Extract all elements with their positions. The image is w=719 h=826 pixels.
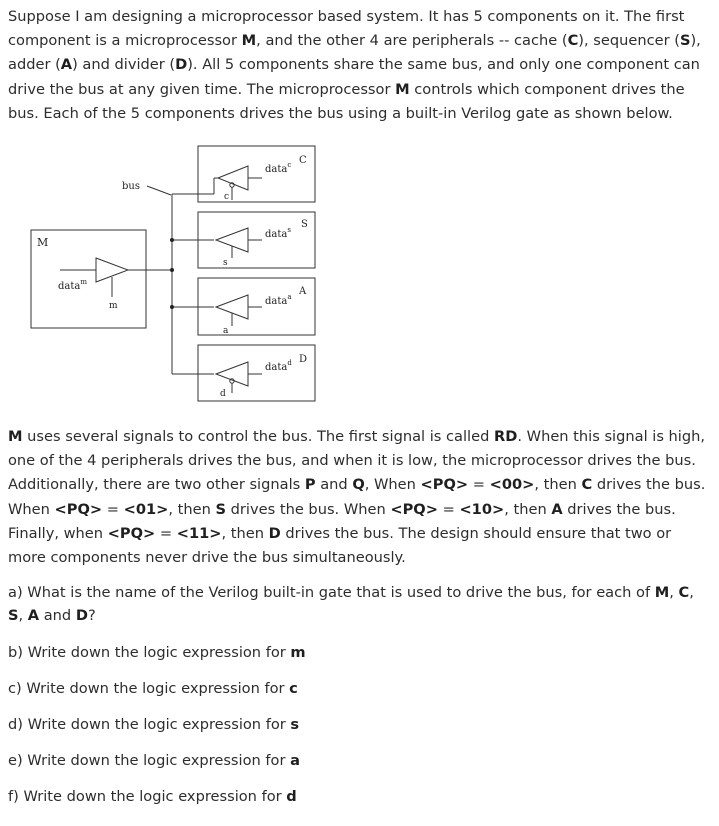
intro-text: ). All 5 components share the same bus, and only one component can drive the bus at any given time. The microprocessor — [8, 56, 700, 98]
control-text: = — [468, 476, 490, 494]
intro-text: , and the other 4 are peripherals -- cache ( — [256, 32, 568, 50]
question-f — [8, 787, 297, 807]
question-b — [8, 643, 306, 663]
question-bold: s — [290, 716, 300, 733]
s-data-superscript: s — [287, 226, 291, 234]
m-data-label: data — [58, 281, 81, 292]
bus-label: bus — [122, 181, 140, 192]
question-text: , — [669, 584, 679, 601]
cache-box-label: C — [299, 155, 307, 166]
intro-bold: S — [679, 32, 691, 50]
control-bold: <PQ> — [390, 500, 438, 518]
control-text: , When — [364, 476, 421, 494]
question-bold: c — [289, 680, 298, 697]
question-text: e) Write down the logic expression for — [8, 752, 291, 769]
control-bold: A — [551, 500, 563, 518]
control-bold: RD — [494, 428, 518, 445]
intro-text: ), sequencer ( — [578, 32, 680, 50]
d-tristate-buffer — [216, 362, 248, 386]
question-bold: A — [27, 607, 40, 624]
control-text: uses several signals to control the bus. The first signal is called — [22, 428, 494, 445]
bus-junction — [170, 238, 174, 242]
svg-text:datad — [265, 359, 292, 373]
control-text: = — [155, 524, 177, 542]
control-bold: <PQ> — [54, 500, 103, 518]
control-bold: <10> — [459, 500, 505, 518]
adder-box-label: A — [299, 286, 307, 297]
sequencer-box-label: S — [301, 219, 308, 230]
intro-bold: M — [395, 80, 410, 98]
question-text: b) Write down the logic expression for — [8, 644, 291, 661]
intro-text: ) and divider ( — [72, 56, 176, 74]
control-paragraph — [8, 425, 713, 570]
control-text: , then — [221, 524, 269, 542]
c-enable-label: c — [224, 192, 230, 202]
bus-label-leader — [147, 186, 171, 195]
control-bold: D — [268, 524, 281, 542]
control-text: , then — [168, 500, 216, 518]
question-bold: m — [290, 644, 306, 661]
svg-text:dataa — [265, 293, 292, 307]
control-bold: <PQ> — [107, 524, 156, 542]
intro-bold: A — [60, 56, 73, 74]
question-bold: a — [290, 752, 300, 769]
control-text: and — [315, 476, 353, 494]
question-c — [8, 679, 298, 699]
question-text: and — [39, 607, 76, 624]
divider-box-label: D — [299, 354, 308, 365]
control-bold: <01> — [123, 500, 169, 518]
intro-text: Suppose I am designing a microprocessor based system. It has 5 components on it. The first component is a microprocessor — [8, 8, 685, 50]
question-a — [8, 581, 713, 627]
intro-bold: D — [175, 56, 188, 74]
control-text: . When this signal is high, one of the 4 peripherals drives the bus, and when it is low, the microprocessor drives the bus. Additionally, there are two other signals — [8, 428, 706, 494]
control-bold: <11> — [176, 524, 222, 542]
d-enable-label: d — [220, 389, 226, 399]
m-data-superscript: m — [80, 278, 87, 286]
a-data-label: data — [265, 296, 288, 307]
question-bold: M — [654, 584, 670, 601]
control-text: = — [102, 500, 124, 518]
control-bold: S — [215, 500, 227, 518]
question-bold: d — [286, 788, 297, 805]
question-d — [8, 715, 299, 735]
control-text: drives the bus. The design should ensure that two or more components never drive the bus simultaneously. — [8, 524, 672, 567]
control-bold: <PQ> — [420, 476, 469, 494]
question-bold: C — [678, 584, 690, 601]
control-text: = — [437, 500, 460, 518]
svg-text:datac — [265, 161, 291, 175]
control-text: drives the bus. When — [8, 476, 706, 518]
intro-text: controls which component drives the bus. Each of the 5 components drives the bus using a built-in Verilog gate as shown below. — [8, 80, 685, 122]
m-box-label: M — [37, 236, 49, 249]
question-text: f) Write down the logic expression for — [8, 788, 287, 805]
control-bold: P — [304, 476, 316, 494]
control-bold: M — [8, 428, 23, 445]
svg-text:datam — [58, 278, 87, 292]
control-text: drives the bus. Finally, when — [8, 500, 676, 542]
question-text: a) What is the name of the Verilog built-in gate that is used to drive the bus, for each of — [8, 584, 655, 601]
control-bold: Q — [352, 476, 365, 494]
question-text: , — [689, 584, 694, 601]
control-text: , then — [534, 476, 582, 494]
question-text: c) Write down the logic expression for — [8, 680, 290, 697]
cache-box — [198, 146, 315, 202]
question-bold: S — [8, 607, 19, 624]
question-bold: D — [75, 607, 88, 624]
bus-junction — [170, 305, 174, 309]
question-text: , — [18, 607, 28, 624]
question-e — [8, 751, 300, 771]
divider-box — [198, 345, 315, 401]
control-bold: C — [581, 476, 593, 494]
control-text: drives the bus. When — [226, 500, 391, 518]
s-data-label: data — [265, 229, 288, 240]
question-text: d) Write down the logic expression for — [8, 716, 291, 733]
control-text: , then — [504, 500, 552, 518]
bus-junction — [170, 268, 174, 272]
m-enable-label: m — [109, 301, 118, 311]
s-enable-label: s — [223, 258, 228, 268]
c-data-superscript: c — [287, 161, 292, 169]
control-bold: <00> — [489, 476, 535, 494]
a-enable-label: a — [223, 326, 229, 336]
question-text: ? — [87, 607, 96, 624]
d-data-superscript: d — [287, 359, 292, 367]
svg-text:datas — [265, 226, 291, 240]
intro-text: ), adder ( — [8, 32, 701, 74]
d-data-label: data — [265, 362, 288, 373]
intro-bold: C — [567, 32, 579, 50]
intro-bold: M — [241, 32, 257, 50]
c-data-label: data — [265, 164, 288, 175]
a-data-superscript: a — [287, 293, 292, 301]
